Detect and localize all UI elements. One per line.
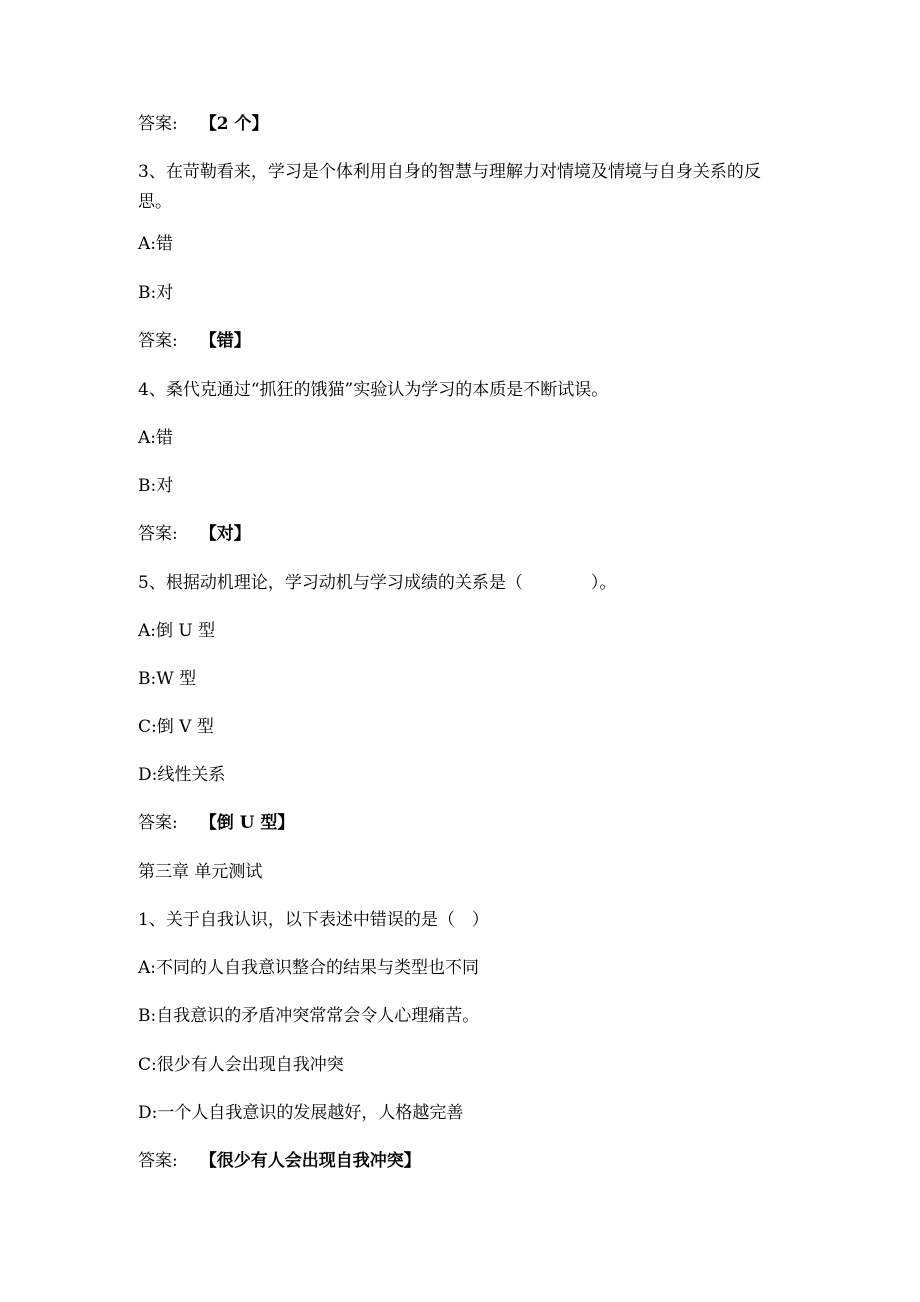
answer-value: 【很少有人会出现自我冲突】	[199, 1151, 421, 1171]
answer-line	[138, 522, 251, 546]
option-text: A:错	[138, 234, 174, 254]
answer-value: 【错】	[199, 331, 251, 351]
answer-line	[138, 811, 294, 835]
option-text: C:倒 V 型	[138, 717, 214, 737]
option-text: D:一个人自我意识的发展越好，人格越完善	[138, 1103, 464, 1123]
option-text: A:错	[138, 428, 174, 448]
option-text: B:对	[138, 476, 174, 496]
option-text: A:不同的人自我意识整合的结果与类型也不同	[138, 958, 480, 978]
answer-label: 答案:	[138, 524, 178, 544]
answer-value: 【2 个】	[199, 114, 269, 134]
answer-label: 答案:	[138, 331, 178, 351]
answer-label: 答案:	[138, 1151, 178, 1171]
option-text: D:线性关系	[138, 765, 226, 785]
option-text: A:倒 U 型	[138, 621, 216, 641]
answer-line	[138, 329, 251, 353]
answer-line	[138, 1149, 421, 1173]
question-text: 3、在苛勒看来，学习是个体利用自身的智慧与理解力对情境及情境与自身关系的反思。	[138, 162, 761, 212]
answer-line	[138, 112, 268, 136]
answer-label: 答案:	[138, 813, 178, 833]
answer-value: 【对】	[199, 524, 251, 544]
option-text: B:对	[138, 283, 174, 303]
answer-value: 【倒 U 型】	[199, 813, 295, 833]
answer-label: 答案:	[138, 114, 178, 134]
question-text: 1、关于自我认识，以下表述中错误的是（ ）	[138, 910, 489, 930]
question-text: 5、根据动机理论，学习动机与学习成绩的关系是（ ）。	[138, 573, 617, 593]
option-text: C:很少有人会出现自我冲突	[138, 1055, 344, 1075]
question-text: 4、桑代克通过“抓狂的饿猫”实验认为学习的本质是不断试误。	[138, 380, 609, 400]
chapter-heading: 第三章 单元测试	[138, 862, 263, 882]
option-text: B:自我意识的矛盾冲突常常会令人心理痛苦。	[138, 1006, 480, 1026]
option-text: B:W 型	[138, 669, 197, 689]
